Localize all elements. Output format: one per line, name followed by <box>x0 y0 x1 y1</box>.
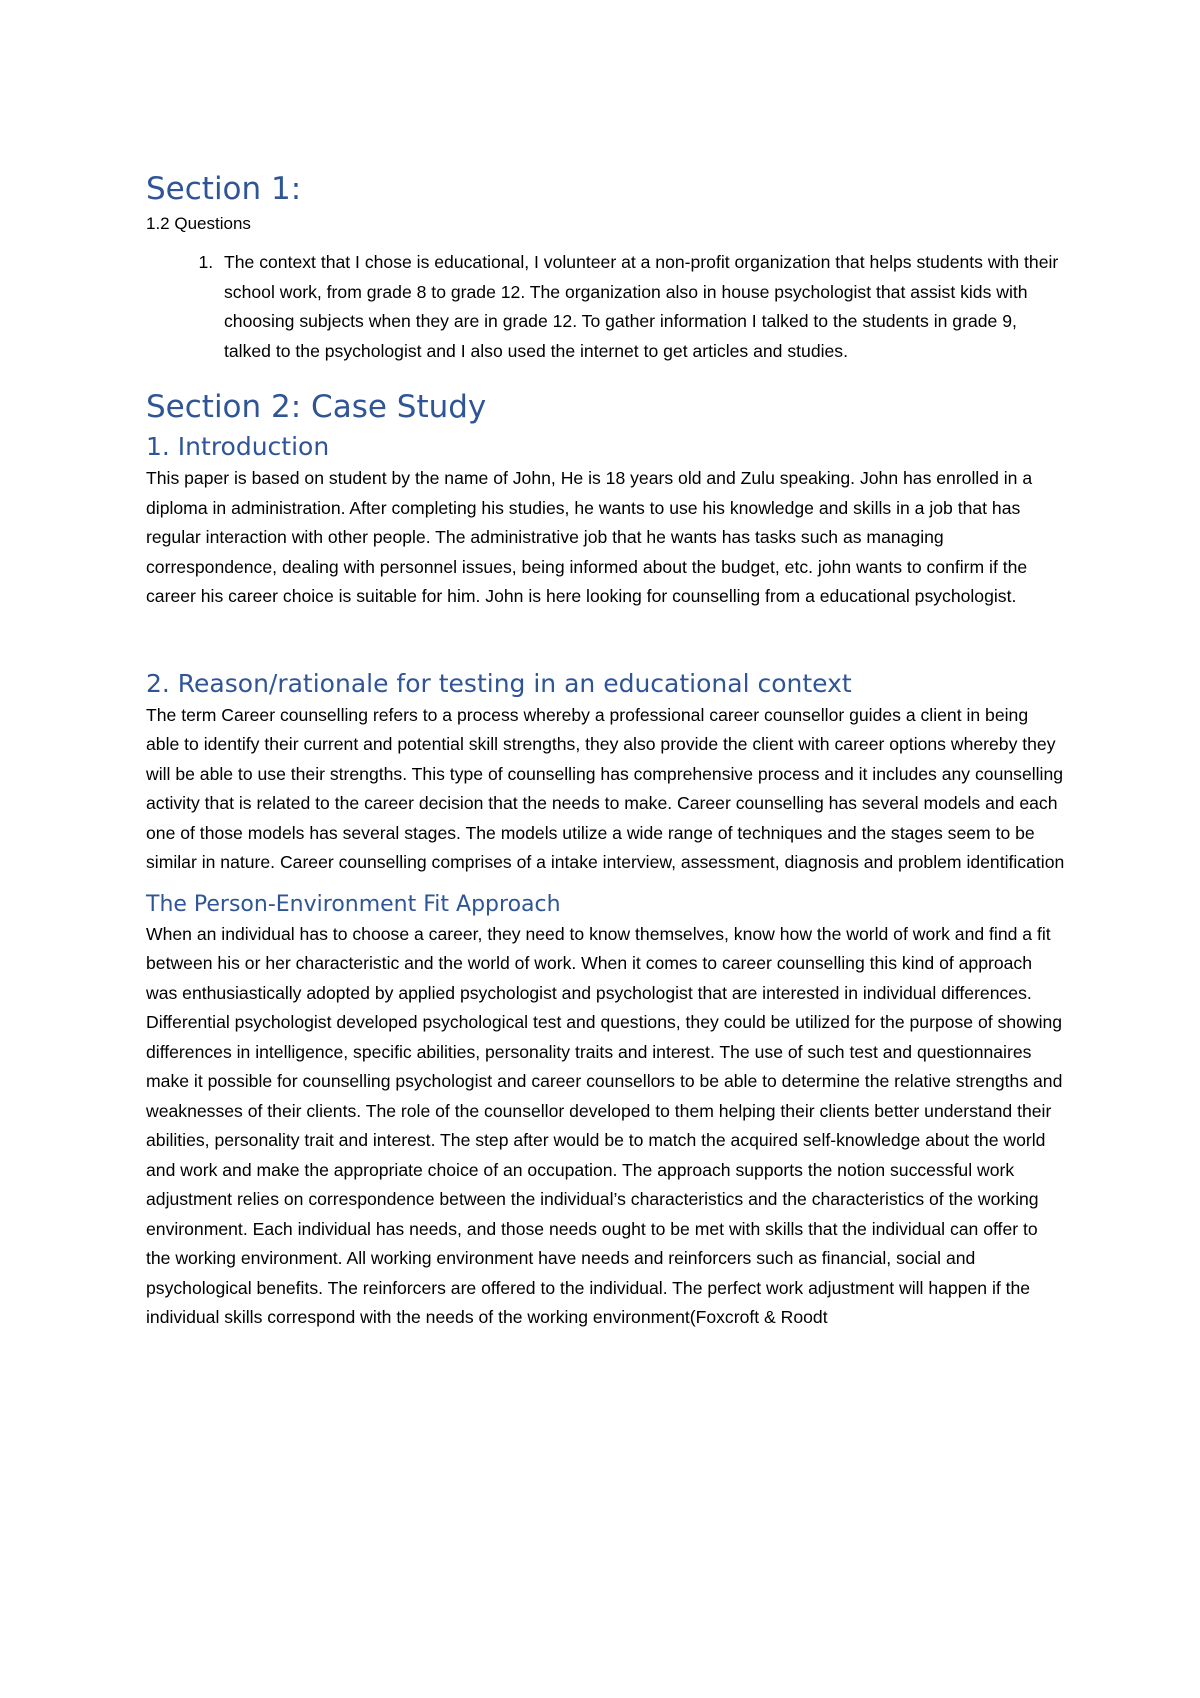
person-environment-paragraph: When an individual has to choose a career, they need to know themselves, know how the world of work and find a fit between his or her characteristic and the world of work. When it comes to career counselling this kind of approach was enthusiastically adopted by applied psychologist and psychologist that are interested in individual differences. Differential psychologist developed psychological test and questions, they could be utilized for the purpose of showing differences in intelligence, specific abilities, personality traits and interest. The use of such test and questionnaires make it possible for counselling psychologist and career counsellors to be able to determine the relative strengths and weaknesses of their clients. The role of the counsellor developed to them helping their clients better understand their abilities, personality trait and interest. The step after would be to match the acquired self-knowledge about the world and work and make the appropriate choice of an occupation. The approach supports the notion successful work adjustment relies on correspondence between the individual’s characteristics and the characteristics of the working environment. Each individual has needs, and those needs ought to be met with skills that the individual can offer to the working environment. All working environment have needs and reinforcers such as financial, social and psychological benefits. The reinforcers are offered to the individual. The perfect work adjustment will happen if the individual skills correspond with the needs of the working environment(Foxcroft & Roodt <box>146 923 1063 1327</box>
document-body <box>146 168 1066 1333</box>
rationale-paragraph: The term Career counselling refers to a process whereby a professional career counsellor guides a client in being able to identify their current and potential skill strengths, they also provide the client with career options whereby they will be able to use their strengths. This type of counselling has comprehensive process and it includes any counselling activity that is related to the career decision that the needs to make. Career counselling has several models and each one of those models has several stages. The models utilize a wide range of techniques and the stages seem to be similar in nature. Career counselling comprises of a intake interview, assessment, diagnosis and problem identification <box>146 704 1065 872</box>
rationale-heading: 2. Reason/rationale for testing in an educational context <box>146 668 852 698</box>
section1-heading: Section 1: <box>146 171 302 207</box>
section2-heading: Section 2: Case Study <box>146 389 487 425</box>
person-environment-heading: The Person-Environment Fit Approach <box>146 891 561 917</box>
section1-subheading: 1.2 Questions <box>146 214 251 233</box>
introduction-paragraph: This paper is based on student by the name of John, He is 18 years old and Zulu speaking. John has enrolled in a diploma in administration. After completing his studies, he wants to use his knowledge and skills in a job that has regular interaction with other people. The administrative job that he wants has tasks such as managing correspondence, dealing with personnel issues, being informed about the budget, etc. john wants to confirm if the career his career choice is suitable for him. John is here looking for counselling from a educational psychologist. <box>146 468 1033 606</box>
question-item: 1. The context that I chose is educational, I volunteer at a non-profit organization that helps students with their school work, from grade 8 to grade 12. The organization also in house psychologist that assist kids with choosing subjects when they are in grade 12. To gather information I talked to the students in grade 9, talked to the psychologist and I also used the internet to get articles and studies. <box>218 248 1066 366</box>
question-list <box>146 248 1066 366</box>
introduction-heading: 1. Introduction <box>146 432 330 461</box>
